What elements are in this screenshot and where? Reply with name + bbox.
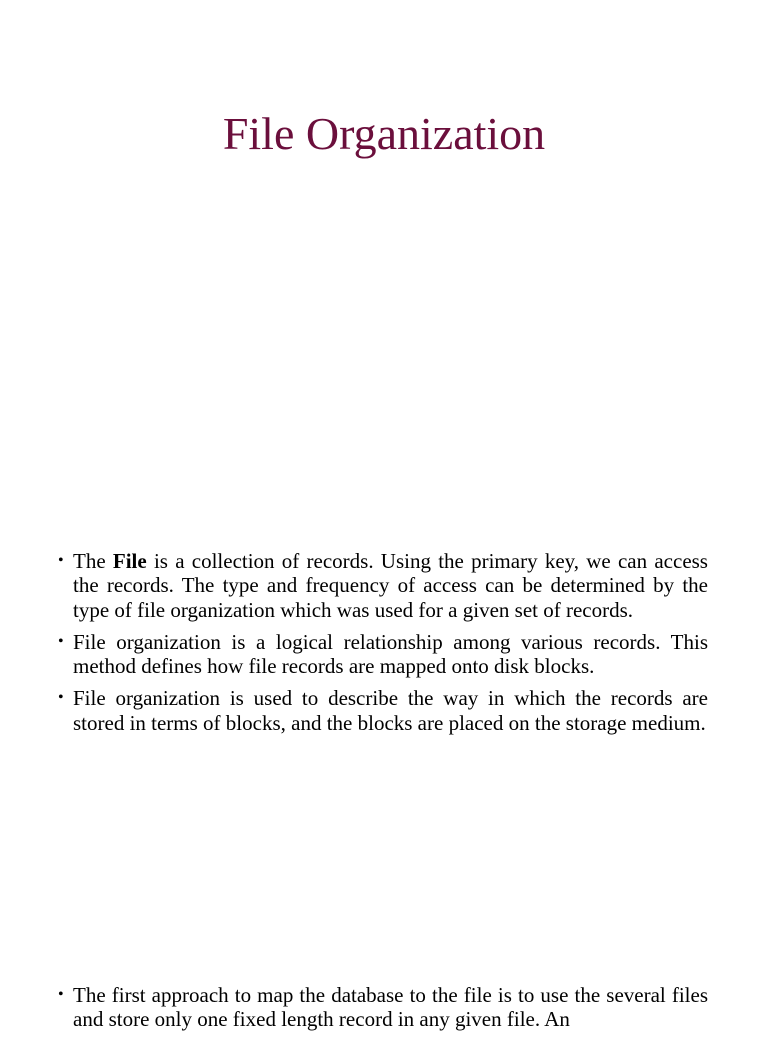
- bullet-item: [58, 983, 708, 1032]
- bullet-list-main: [58, 549, 708, 743]
- bullet-item: [58, 686, 708, 735]
- bullet-text: is a collection of records. Using the primary key, we can access the records. The type and frequency of access can be determined by the type of file organization which was used for a given set of records.: [73, 549, 708, 622]
- bullet-icon: •: [58, 632, 64, 650]
- bullet-list-continued: [58, 983, 708, 1040]
- bullet-item: [58, 549, 708, 622]
- bullet-text-prefix: The: [73, 549, 113, 573]
- bullet-icon: •: [58, 986, 64, 1003]
- bullet-text: The first approach to map the database to the file is to use the several files and store only one fixed length record in any given file. An: [73, 983, 708, 1032]
- bullet-icon: •: [58, 689, 64, 707]
- bullet-icon: •: [58, 552, 64, 569]
- bullet-text: File organization is used to describe the way in which the records are stored in terms of blocks, and the blocks are placed on the storage medium.: [73, 686, 708, 735]
- bullet-bold-term: File: [112, 549, 147, 573]
- slide-title: File Organization: [222, 108, 546, 159]
- bullet-text: File organization is a logical relationship among various records. This method defines how file records are mapped onto disk blocks.: [73, 629, 708, 679]
- bullet-item: [58, 630, 708, 679]
